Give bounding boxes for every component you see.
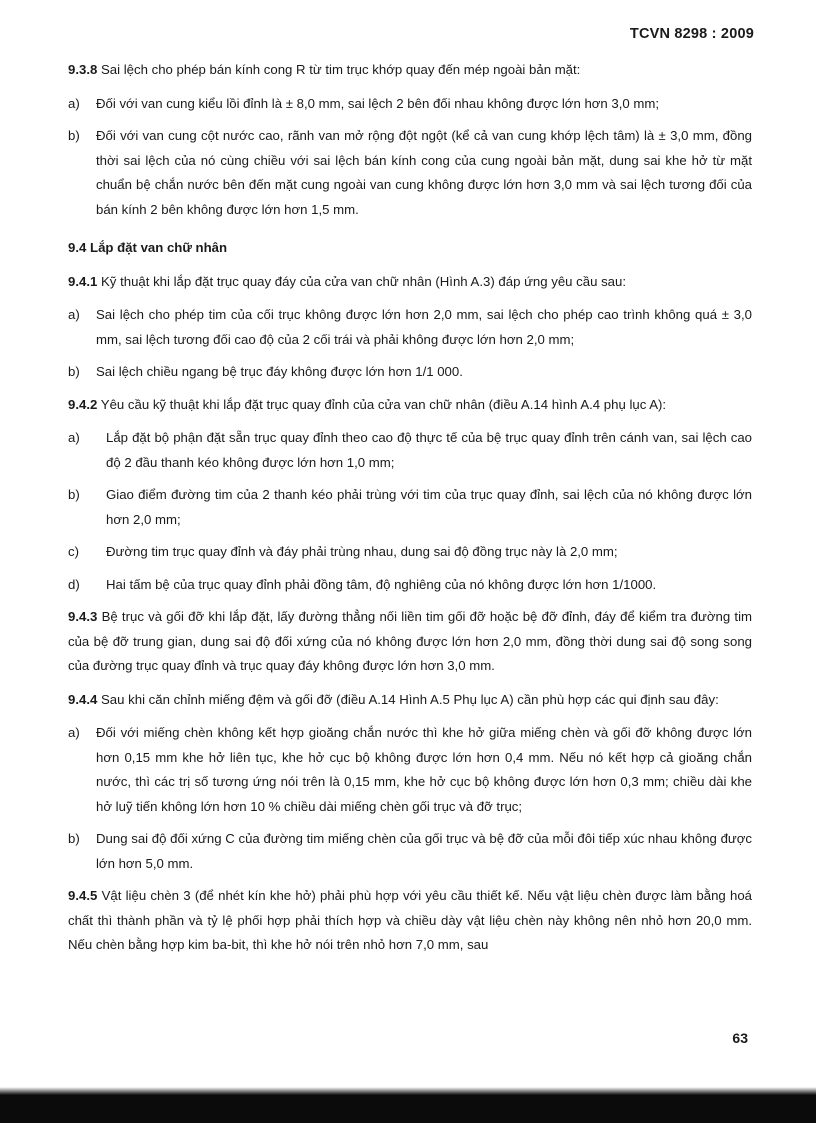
scan-bottom-edge (0, 1093, 816, 1123)
list-text: Sai lệch chiều ngang bệ trục đáy không được lớn hơn 1/1 000. (96, 364, 463, 379)
section-heading-9-4 (68, 236, 752, 261)
clause-number: 9.4.1 (68, 273, 98, 289)
clause-9-4-5 (68, 884, 752, 958)
clause-number: 9.4.5 (68, 888, 98, 903)
clause-9-4-3 (68, 605, 752, 679)
clause-9-4-2 (68, 393, 752, 418)
section-title: Lắp đặt van chữ nhân (90, 240, 228, 255)
clause-9-4-4 (68, 688, 752, 713)
list-label: b) (68, 487, 80, 502)
list-item (68, 573, 752, 598)
list-text: Giao điểm đường tim của 2 thanh kéo phải trùng với tim của trục quay đỉnh, sai lệch của nó không được lớn hơn 2,0 mm; (106, 487, 752, 527)
clause-number: 9.4.3 (68, 609, 98, 624)
list-item (68, 303, 752, 352)
page-number: 63 (732, 1030, 748, 1046)
standard-header: TCVN 8298 : 2009 (629, 26, 754, 42)
list-label: a) (68, 307, 80, 322)
list-text: Đối với miếng chèn không kết hợp gioăng chắn nước thì khe hở giữa miếng chèn và gối đỡ không được lớn hơn 0,15 mm khe hở liên tục, khe hở cục bộ không được lớn hơn 0,4 mm. Nếu nó kết hợp cả gioăng chắn nước, thì các trị số tương ứng nói trên là 0,15 mm, khe hở cục bộ không được lớn hơn 0,3 mm; chiều dài khe hở luỹ tiến không lớn hơn 10 % chiều dài miếng chèn gối trục và đỡ trục; (96, 725, 752, 814)
clause-text: Sau khi căn chỉnh miếng đệm và gối đỡ (điều A.14 Hình A.5 Phụ lục A) cần phù hợp các qui định sau đây: (101, 691, 719, 707)
list-label: d) (68, 576, 80, 592)
list-label: b) (68, 364, 80, 379)
clause-number: 9.4.4 (68, 691, 98, 707)
list-item (68, 540, 752, 565)
document-body (68, 58, 752, 967)
list-label: c) (68, 544, 79, 559)
list-item (68, 426, 752, 475)
list-text: Lắp đặt bộ phận đặt sẵn trục quay đỉnh theo cao độ thực tế của bệ trục quay đỉnh trên cánh van, sai lệch cao độ 2 đầu thanh kéo không được lớn hơn 1,0 mm; (106, 430, 752, 470)
list-text: Đường tim trục quay đỉnh và đáy phải trùng nhau, dung sai độ đồng trục này là 2,0 mm; (106, 544, 618, 559)
clause-9-3-8 (68, 58, 752, 83)
list-label: a) (68, 430, 80, 445)
list-label: a) (68, 725, 80, 740)
list-label: a) (68, 95, 80, 111)
list-item (68, 92, 752, 117)
section-number: 9.4 (68, 240, 87, 255)
clause-text: Kỹ thuật khi lắp đặt trục quay đáy của cửa van chữ nhân (Hình A.3) đáp ứng yêu cầu sau: (101, 273, 627, 289)
clause-text: Yêu cầu kỹ thuật khi lắp đặt trục quay đỉnh của cửa van chữ nhân (điều A.14 hình A.4 phụ lục A): (100, 396, 667, 412)
list-label: b) (68, 128, 80, 143)
clause-number: 9.3.8 (68, 62, 98, 77)
clause-number: 9.4.2 (68, 396, 98, 412)
list-label: b) (68, 831, 80, 846)
list-item (68, 124, 752, 222)
clause-9-4-1 (68, 270, 752, 295)
list-item (68, 721, 752, 819)
list-text: Sai lệch cho phép tim của cối trục không được lớn hơn 2,0 mm, sai lệch cho phép cao trình không quá ± 3,0 mm, sai lệch tương đối cao độ của 2 cối trái và phải không được lớn hơn 2,0 mm; (96, 307, 752, 347)
list-item (68, 483, 752, 532)
list-text: Đối với van cung kiểu lồi đỉnh là ± 8,0 mm, sai lệch 2 bên đối nhau không được lớn hơn 3,0 mm; (96, 95, 660, 111)
list-text: Hai tấm bệ của trục quay đỉnh phải đồng tâm, độ nghiêng của nó không được lớn hơn 1/1000. (106, 576, 657, 592)
list-text: Dung sai độ đối xứng C của đường tim miếng chèn của gối trục và bệ đỡ của mỗi đôi tiếp xúc nhau không được lớn hơn 5,0 mm. (96, 831, 752, 871)
clause-text: Vật liệu chèn 3 (để nhét kín khe hở) phải phù hợp với yêu cầu thiết kế. Nếu vật liệu chèn được làm bằng hoá chất thì thành phần và tỷ lệ phối hợp phải thích hợp và chiều dày vật liệu chèn này không nên nhỏ hơn 20,0 mm. Nếu chèn bằng hợp kim ba-bit, thì khe hở nói trên nhỏ hơn 7,0 mm, sau (68, 888, 752, 952)
clause-text: Bệ trục và gối đỡ khi lắp đặt, lấy đường thẳng nối liền tim gối đỡ hoặc bệ đỡ đỉnh, đáy để kiểm tra đường tim của bệ đỡ trung gian, dung sai độ đối xứng của nó không được lớn hơn 2,0 mm, đồng thời dung sai độ song song của đường trục quay đỉnh và trục quay đáy không được lớn hơn 3,0 mm. (68, 609, 752, 673)
list-text: Đối với van cung cột nước cao, rãnh van mở rộng đột ngột (kể cả van cung khớp lệch tâm) là ± 3,0 mm, đồng thời sai lệch của nó cùng chiều với sai lệch bán kính cong của cung ngoài bản mặt, dung sai khe hở từ mặt chuẩn bệ chắn nước bên đến mặt cung ngoài van cung không được lớn hơn 3,0 mm và sai lệch tương đối của bán kính 2 bên không được lớn hơn 1,5 mm. (96, 128, 752, 217)
list-item (68, 360, 752, 385)
clause-text: Sai lệch cho phép bán kính cong R từ tim trục khớp quay đến mép ngoài bản mặt: (101, 62, 581, 77)
list-item (68, 827, 752, 876)
